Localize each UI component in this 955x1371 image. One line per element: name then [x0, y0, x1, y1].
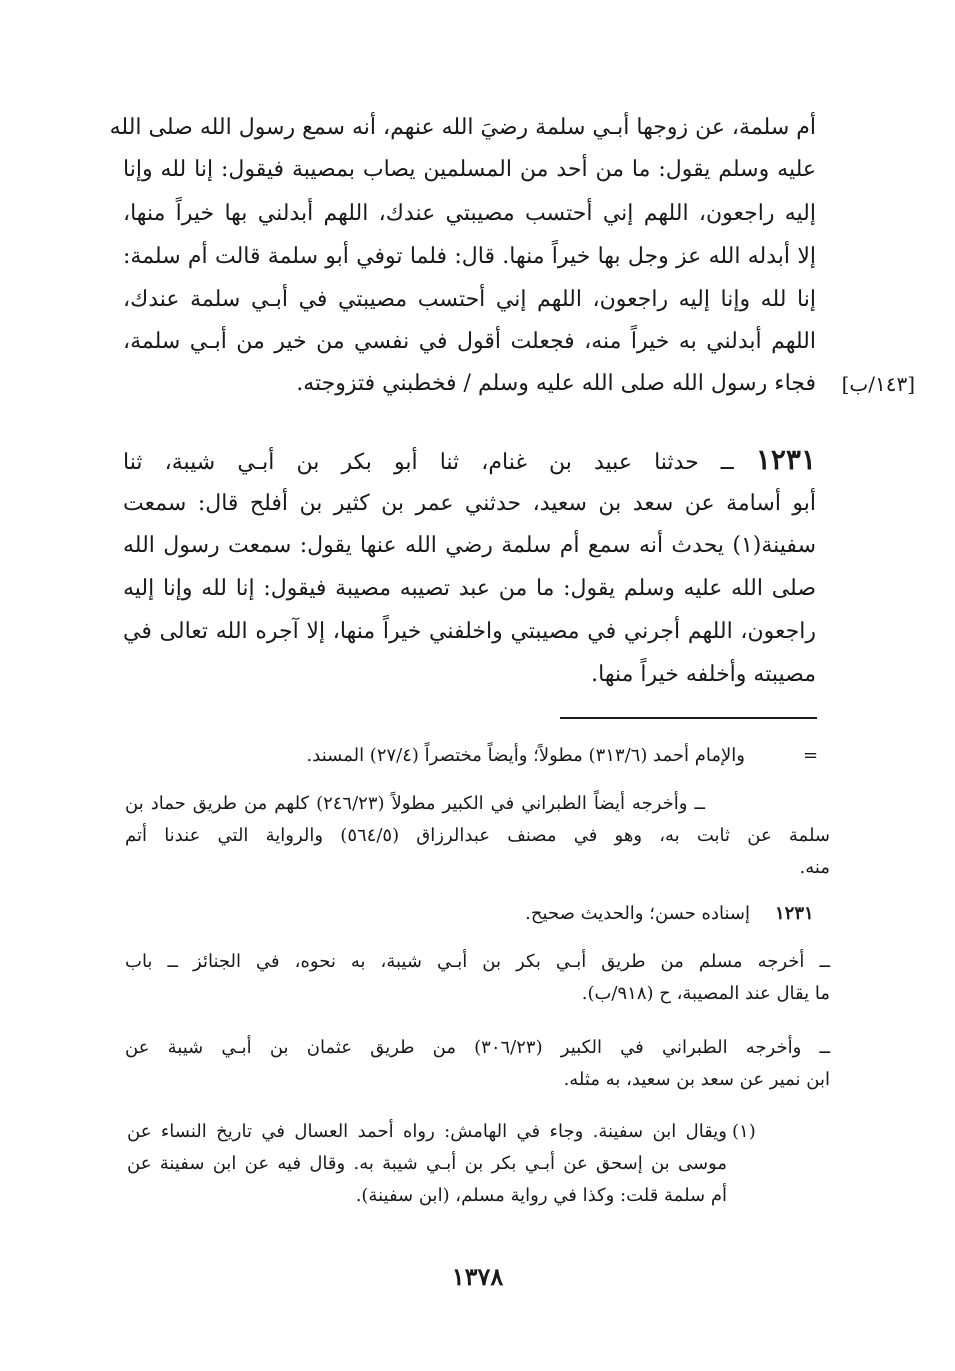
text-line: مصيبته وأخلفه خيراً منها. — [591, 662, 816, 687]
continuation-mark: = — [803, 745, 819, 766]
footnote-separator — [560, 717, 817, 719]
footnote-line: أم سلمة قلت: وكذا في رواية مسلم، (ابن سفينة). — [355, 1185, 727, 1206]
footnote-line: ــ أخرجه مسلم من طريق أبـي بكر بن أبـي شيبة، به نحوه، في الجنائز ــ باب — [125, 951, 830, 972]
footnote-line: موسى بن إسحق عن أبـي بكر بن أبـي شيبة به. وقال فيه عن ابن سفينة عن — [127, 1153, 727, 1174]
text-line: عليه وسلم يقول: ما من أحد من المسلمين يصاب بمصيبة فيقول: إنا لله وإنا — [123, 157, 816, 182]
footnote-line: ابن نمير عن سعد بن سعيد، به مثله. — [563, 1069, 830, 1090]
text-line: سفينة(١) يحدث أنه سمع أم سلمة رضي الله عنها يقول: سمعت رسول الله — [123, 533, 816, 558]
hadith-first-line — [123, 440, 816, 483]
text-line: فجاء رسول الله صلى الله عليه وسلم / فخطبني فتزوجته. — [296, 371, 816, 396]
footnote-line: ــ وأخرجه أيضاً الطبراني في الكبير مطولاً (٢٤٦/٢٣) كلهم من طريق حماد بن — [125, 793, 705, 814]
footnote-marker: (١) — [732, 1121, 756, 1142]
text-line: إنا لله وإنا إليه راجعون، اللهم إني أحتسب مصيبتي في أبـي سلمة عندك، — [123, 287, 816, 312]
footnote-line: ويقال ابن سفينة. وجاء في الهامش: رواه أحمد العسال في تاريخ النساء عن — [127, 1121, 727, 1142]
text-line: إلا أبدله الله عز وجل بها خيراً منها. قال: فلما توفي أبو سلمة قالت أم سلمة: — [123, 244, 816, 269]
hadith-text: ــ حدثنا عبيد بن غنام، ثنا أبو بكر بن أبـي شيبة، ثنا — [123, 450, 734, 475]
footnote-line: والإمام أحمد (٣١٣/٦) مطولاً؛ وأيضاً مختصراً (٢٧/٤) المسند. — [306, 745, 745, 766]
text-line: راجعون، اللهم أجرني في مصيبتي واخلفني خيراً منها، إلا آجره الله تعالى في — [123, 619, 816, 644]
footnote-line: ما يقال عند المصيبة، ح (٩١٨/ب). — [581, 983, 830, 1004]
text-line: إليه راجعون، اللهم إني أحتسب مصيبتي عندك، اللهم أبدلني بها خيراً منها، — [123, 201, 816, 226]
text-line: اللهم أبدلني به خيراً منه، فجعلت أقول في نفسي من خير من أبـي سلمة، — [123, 329, 816, 354]
footnote-line: سلمة عن ثابت به، وهو في مصنف عبدالرزاق (٥٦٤/٥) والرواية التي عندنا أتم — [125, 825, 830, 846]
manuscript-folio-marker: [١٤٣/ب] — [841, 372, 915, 396]
hadith-number: ١٢٣١ — [755, 443, 816, 476]
text-line: أم سلمة، عن زوجها أبـي سلمة رضيَ الله عنهم، أنه سمع رسول الله صلى الله — [109, 115, 816, 140]
footnote-line: إسناده حسن؛ والحديث صحيح. — [525, 903, 750, 924]
page-number: ١٣٧٨ — [451, 1262, 504, 1291]
text-line: صلى الله عليه وسلم يقول: ما من عبد تصيبه مصيبة فيقول: إنا لله وإنا إليه — [123, 576, 816, 601]
footnote-line: منه. — [799, 857, 830, 878]
footnote-hadith-number: ١٢٣١ — [775, 903, 814, 924]
footnote-line: ــ وأخرجه الطبراني في الكبير (٣٠٦/٢٣) من طريق عثمان بن أبـي شيبة عن — [125, 1037, 830, 1058]
text-line: أبو أسامة عن سعد بن سعيد، حدثني عمر بن كثير بن أفلح قال: سمعت — [123, 491, 816, 516]
